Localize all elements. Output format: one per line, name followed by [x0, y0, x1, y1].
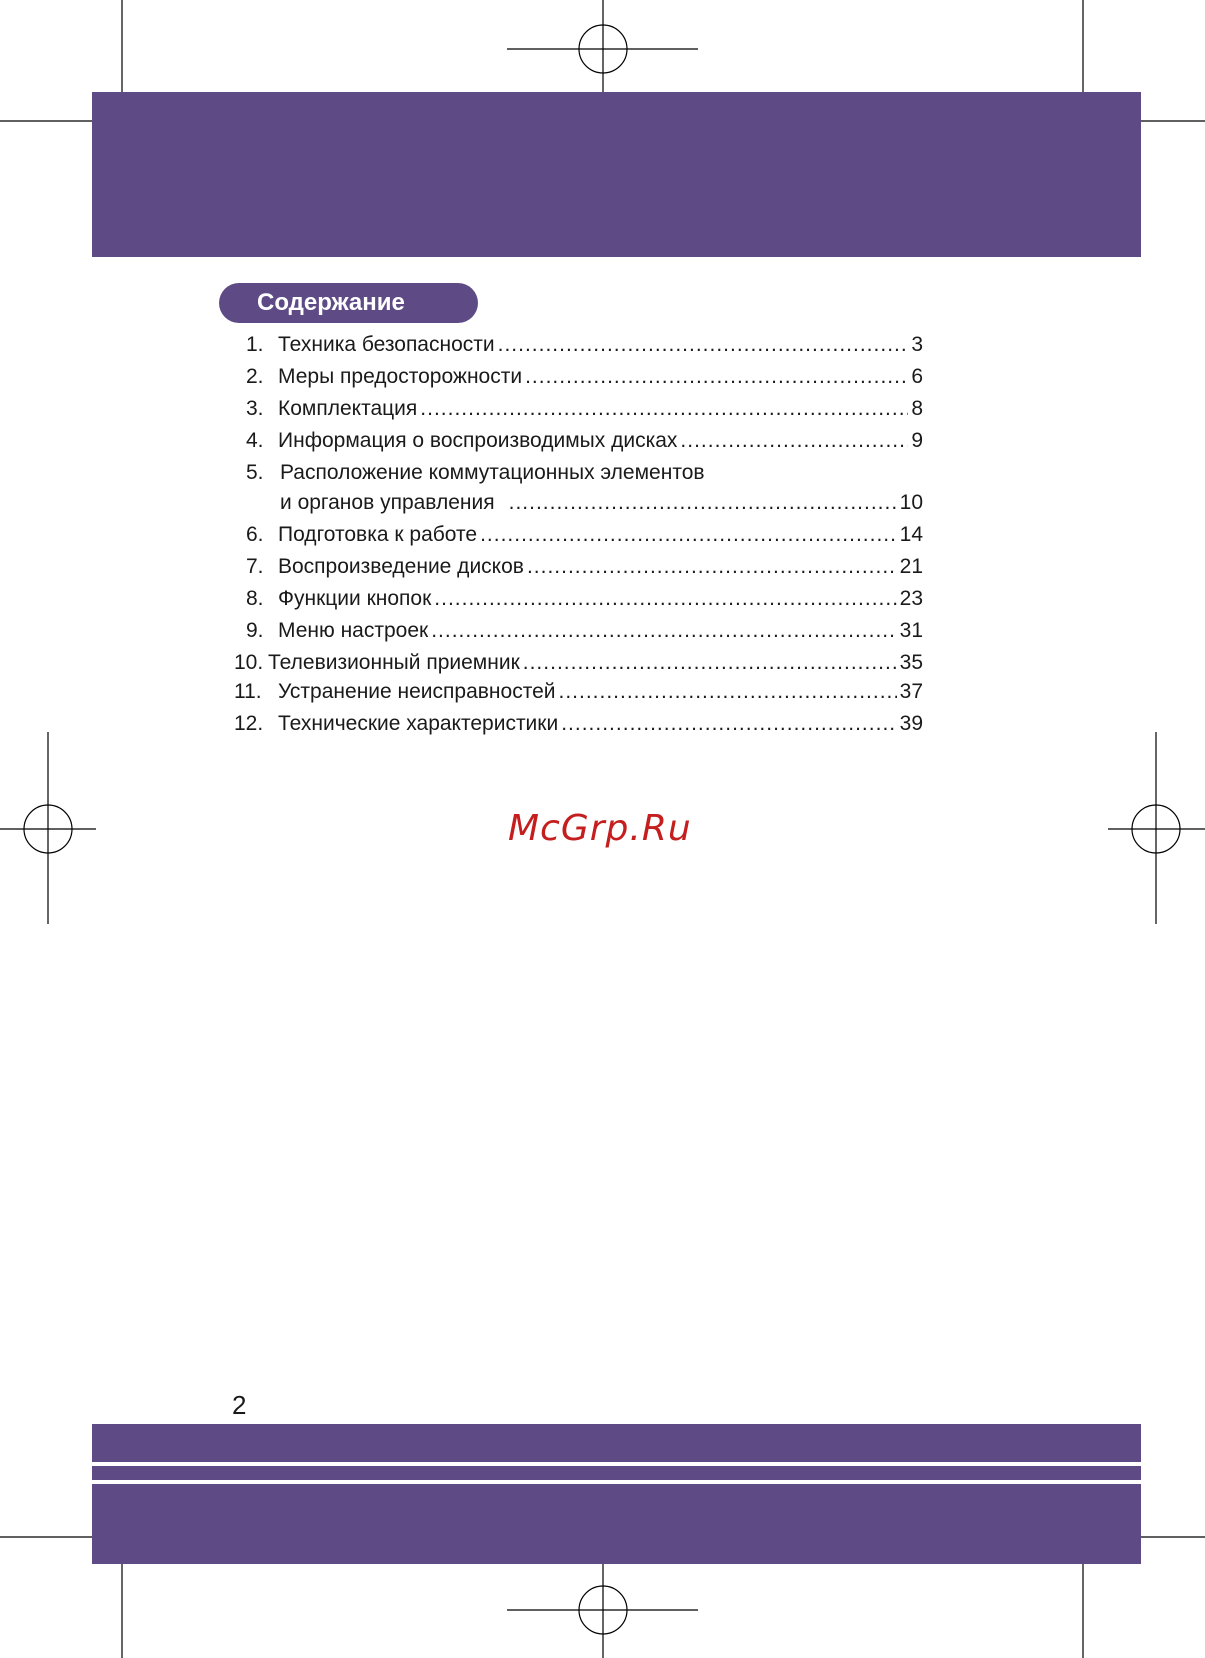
toc-item-title: Меню настроек — [278, 619, 429, 642]
toc-heading: Содержание — [219, 283, 478, 323]
toc-item-number: 4. — [246, 429, 264, 452]
toc-item[interactable] — [230, 678, 923, 706]
toc-item-number: 2. — [246, 365, 264, 388]
footer-band-bottom — [92, 1484, 1141, 1564]
toc-item[interactable] — [230, 489, 923, 517]
toc-item-number: 9. — [246, 619, 264, 642]
toc-item-number: 3. — [246, 397, 264, 420]
toc-item-title-continued: и органов управления — [280, 491, 495, 514]
toc-item-page: 37 — [899, 680, 923, 703]
toc-item-page: 6 — [911, 365, 923, 388]
toc-leader — [527, 553, 897, 581]
toc-item-page: 39 — [899, 712, 923, 735]
toc-item-page: 9 — [911, 429, 923, 452]
toc-item-page: 14 — [899, 523, 923, 546]
toc-item-page: 35 — [899, 651, 923, 674]
toc-item[interactable] — [230, 585, 923, 613]
toc-leader — [498, 331, 909, 359]
toc-item[interactable] — [230, 427, 923, 455]
toc-item[interactable] — [230, 331, 923, 359]
toc-item-number: 12. — [234, 712, 264, 735]
toc-item-title: Информация о воспроизводимых дисках — [278, 429, 678, 452]
toc-item-page: 23 — [899, 587, 923, 610]
toc-item-title: Комплектация — [278, 397, 418, 420]
toc-leader — [561, 710, 896, 738]
toc-item-title: Устранение неисправностей — [278, 680, 556, 703]
toc-item-title: Функции кнопок — [278, 587, 432, 610]
toc-item[interactable] — [230, 553, 923, 581]
toc-item-number: 1. — [246, 333, 264, 356]
toc-item[interactable] — [230, 710, 923, 738]
toc-leader — [523, 649, 897, 677]
toc-item-number: 10. — [234, 651, 264, 674]
toc-item-title: Меры предосторожности — [278, 365, 523, 388]
page-number: 2 — [232, 1390, 247, 1420]
toc-item-title: Подготовка к работе — [278, 523, 478, 546]
toc-item-page: 3 — [911, 333, 923, 356]
toc-leader — [434, 585, 896, 613]
toc-item-page: 31 — [899, 619, 923, 642]
toc-leader — [525, 363, 908, 391]
toc-item-title: Расположение коммутационных элементов — [280, 461, 705, 484]
toc-item-title: Техника безопасности — [278, 333, 495, 356]
toc-item-page: 10 — [899, 491, 923, 514]
toc-leader — [420, 395, 908, 423]
toc-item[interactable] — [230, 617, 923, 645]
toc-item-page: 8 — [911, 397, 923, 420]
toc-item-number: 8. — [246, 587, 264, 610]
footer-stripe — [92, 1466, 1141, 1480]
toc-item[interactable] — [230, 363, 923, 391]
toc-item[interactable] — [230, 649, 923, 677]
toc-item-title: Технические характеристики — [278, 712, 559, 735]
toc-item[interactable] — [230, 521, 923, 549]
toc-leader — [680, 427, 908, 455]
toc-leader — [559, 678, 897, 706]
toc-leader — [480, 521, 897, 549]
toc-item-first-line[interactable] — [230, 459, 923, 487]
toc-item-number: 7. — [246, 555, 264, 578]
toc-item-title: Воспроизведение дисков — [278, 555, 524, 578]
toc-leader — [431, 617, 896, 645]
toc-item-page: 21 — [899, 555, 923, 578]
watermark: McGrp.Ru — [508, 808, 692, 849]
toc-item[interactable] — [230, 395, 923, 423]
toc-item-number: 5. — [246, 461, 264, 484]
toc-leader — [509, 489, 897, 517]
toc-item-number: 6. — [246, 523, 264, 546]
footer-band-top — [92, 1424, 1141, 1462]
toc-item-number: 11. — [234, 680, 262, 703]
toc-item-title: Телевизионный приемник — [268, 651, 520, 674]
header-band — [92, 92, 1141, 257]
